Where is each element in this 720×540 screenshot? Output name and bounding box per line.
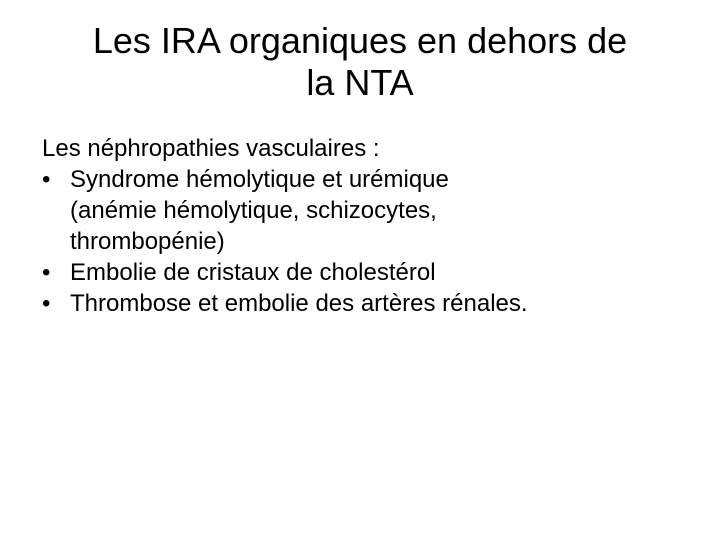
slide-title-line-1: Les IRA organiques en dehors de <box>92 20 628 61</box>
bullet-list <box>42 164 702 319</box>
list-item-line: thrombopénie) <box>70 228 225 255</box>
slide-title-line-2: la NTA <box>306 62 414 103</box>
list-item <box>42 257 702 288</box>
list-item-line: Thrombose et embolie des artères rénales. <box>70 290 528 317</box>
intro-text: Les néphropathies vasculaires : <box>42 135 380 162</box>
bullet-icon: • <box>42 259 51 286</box>
list-item-line: (anémie hémolytique, schizocytes, <box>70 197 437 224</box>
list-item-line: Embolie de cristaux de cholestérol <box>70 259 436 286</box>
list-item <box>42 164 702 257</box>
bullet-icon: • <box>42 166 51 193</box>
slide-title <box>40 20 680 104</box>
bullet-icon: • <box>42 290 51 317</box>
list-item <box>42 288 702 319</box>
list-item-line: Syndrome hémolytique et urémique <box>70 166 449 193</box>
slide-body <box>42 133 702 319</box>
